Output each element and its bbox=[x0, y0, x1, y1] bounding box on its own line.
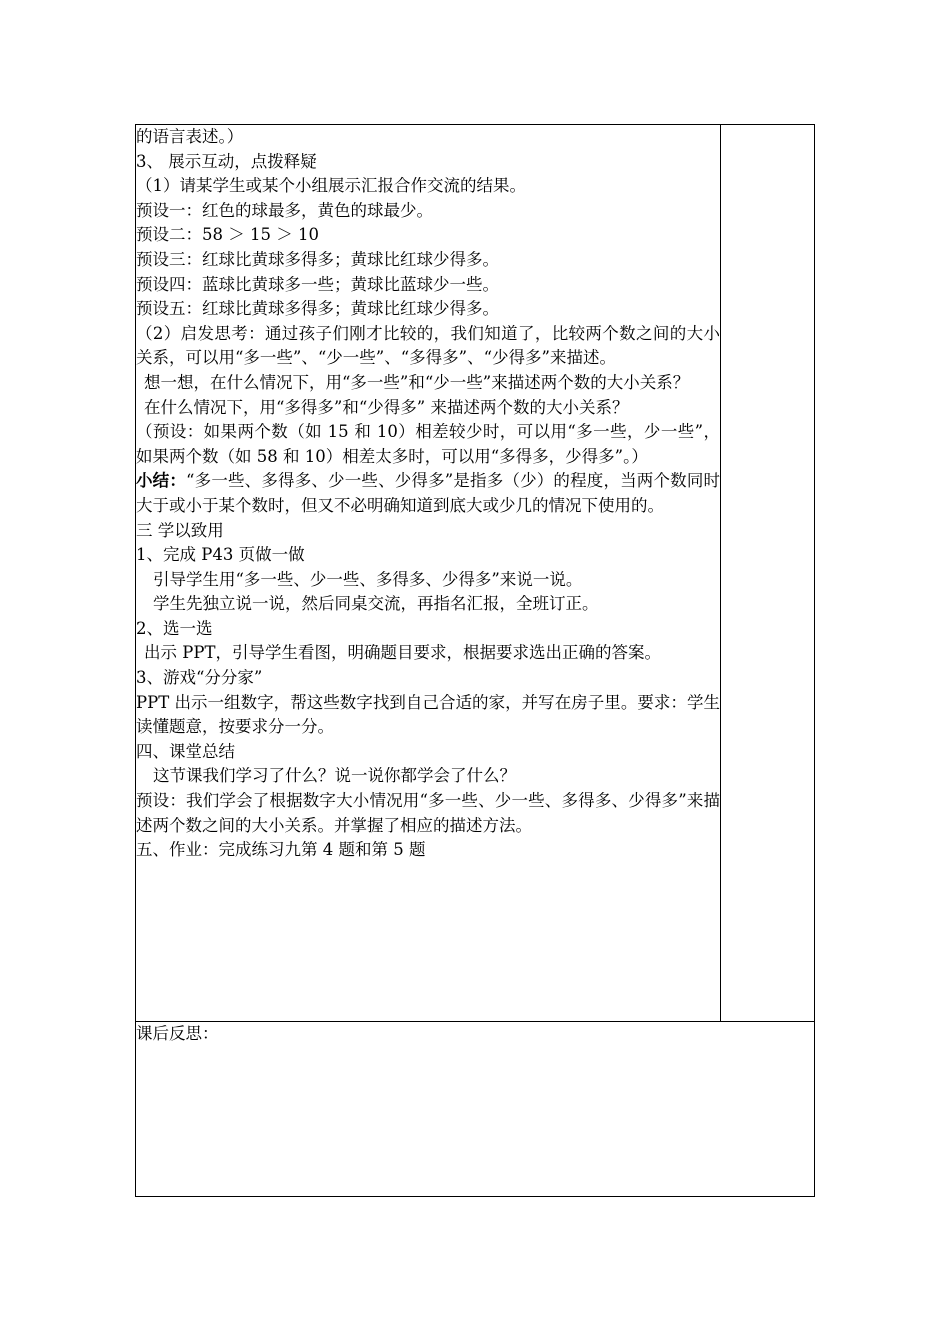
paragraph-text: 预设三：红球比黄球多得多；黄球比红球少得多。 bbox=[136, 249, 499, 269]
reflection-cell bbox=[136, 1022, 815, 1197]
paragraph-text: 引导学生用“多一些、少一些、多得多、少得多”来说一说。 bbox=[153, 569, 583, 589]
content-paragraph bbox=[136, 543, 720, 568]
content-paragraph bbox=[136, 691, 720, 740]
paragraph-text: 3、游戏“分分家” bbox=[136, 668, 263, 688]
reflection-row bbox=[136, 1022, 815, 1197]
content-paragraph bbox=[136, 666, 720, 691]
content-paragraph bbox=[136, 223, 720, 248]
content-paragraph bbox=[136, 740, 720, 765]
reflection-label: 课后反思： bbox=[136, 1024, 219, 1043]
content-paragraph bbox=[136, 592, 720, 617]
paragraph-text: 想一想，在什么情况下，用“多一些”和“少一些”来描述两个数的大小关系？ bbox=[144, 372, 690, 392]
content-paragraph bbox=[136, 764, 720, 789]
paragraph-text: 1、完成 P43 页做一做 bbox=[136, 545, 305, 565]
lesson-plan-table bbox=[135, 124, 815, 1197]
paragraph-text: “多一些、多得多、少一些、少得多”是指多（少）的程度，当两个数同时大于或小于某个数时，但又不必明确知道到底大或少几的情况下使用的。 bbox=[136, 471, 721, 515]
paragraph-text: 出示 PPT，引导学生看图，明确题目要求，根据要求选出正确的答案。 bbox=[144, 643, 661, 663]
paragraph-text: 在什么情况下，用“多得多”和“少得多” 来描述两个数的大小关系？ bbox=[144, 397, 629, 417]
paragraph-text: 预设一：红色的球最多，黄色的球最少。 bbox=[136, 200, 433, 220]
paragraph-text: （2）启发思考：通过孩子们刚才比较的，我们知道了，比较两个数之间的大小关系，可以用“多一些”、“少一些”、“多得多”、“少得多”来描述。 bbox=[136, 323, 720, 368]
paragraph-text: 预设四：蓝球比黄球多一些；黄球比蓝球少一些。 bbox=[136, 274, 499, 294]
content-paragraph bbox=[136, 174, 720, 199]
content-paragraph bbox=[136, 519, 720, 544]
paragraph-text: （1）请某学生或某个小组展示汇报合作交流的结果。 bbox=[136, 176, 526, 196]
content-paragraph bbox=[136, 371, 720, 396]
notes-column-cell bbox=[721, 125, 815, 1022]
paragraph-text: 预设：我们学会了根据数字大小情况用“多一些、少一些、多得多、少得多”来描述两个数之间的大小关系。并掌握了相应的描述方法。 bbox=[136, 791, 720, 835]
content-paragraph bbox=[136, 469, 720, 518]
paragraph-text: 2、选一选 bbox=[136, 618, 213, 638]
content-paragraph bbox=[136, 297, 720, 322]
summary-label: 小结： bbox=[136, 471, 187, 491]
content-paragraph bbox=[136, 420, 720, 469]
content-paragraph bbox=[136, 125, 720, 150]
lesson-content-cell bbox=[136, 125, 721, 1022]
paragraph-text: 五、作业：完成练习九第 4 题和第 5 题 bbox=[136, 840, 426, 860]
content-paragraph bbox=[136, 641, 720, 666]
content-paragraph bbox=[136, 273, 720, 298]
content-paragraph bbox=[136, 568, 720, 593]
content-paragraph bbox=[136, 838, 720, 863]
paragraph-text: 预设五：红球比黄球多得多；黄球比红球少得多。 bbox=[136, 299, 499, 319]
lesson-content bbox=[136, 125, 720, 863]
content-row bbox=[136, 125, 815, 1022]
content-paragraph bbox=[136, 789, 720, 838]
content-paragraph bbox=[136, 199, 720, 224]
content-paragraph bbox=[136, 396, 720, 421]
paragraph-text: （预设：如果两个数（如 15 和 10）相差较少时，可以用“多一些，少一些”，如果两个数（如 58 和 10）相差太多时，可以用“多得多，少得多”。） bbox=[136, 422, 720, 466]
paragraph-text: 预设二：58 ＞ 15 ＞ 10 bbox=[136, 225, 319, 245]
paragraph-text: 这节课我们学习了什么？说一说你都学会了什么？ bbox=[153, 766, 516, 786]
paragraph-text: 3、 展示互动，点拨释疑 bbox=[136, 151, 317, 171]
paragraph-text: 的语言表述。） bbox=[136, 127, 244, 146]
content-paragraph bbox=[136, 248, 720, 273]
paragraph-text: 四、课堂总结 bbox=[136, 741, 235, 761]
paragraph-text: 三 学以致用 bbox=[136, 520, 224, 540]
paragraph-text: PPT 出示一组数字，帮这些数字找到自己合适的家，并写在房子里。要求：学生读懂题意，按要求分一分。 bbox=[136, 692, 720, 737]
content-paragraph bbox=[136, 322, 720, 371]
content-paragraph bbox=[136, 617, 720, 642]
paragraph-text: 学生先独立说一说，然后同桌交流，再指名汇报，全班订正。 bbox=[153, 594, 599, 614]
content-paragraph bbox=[136, 150, 720, 175]
